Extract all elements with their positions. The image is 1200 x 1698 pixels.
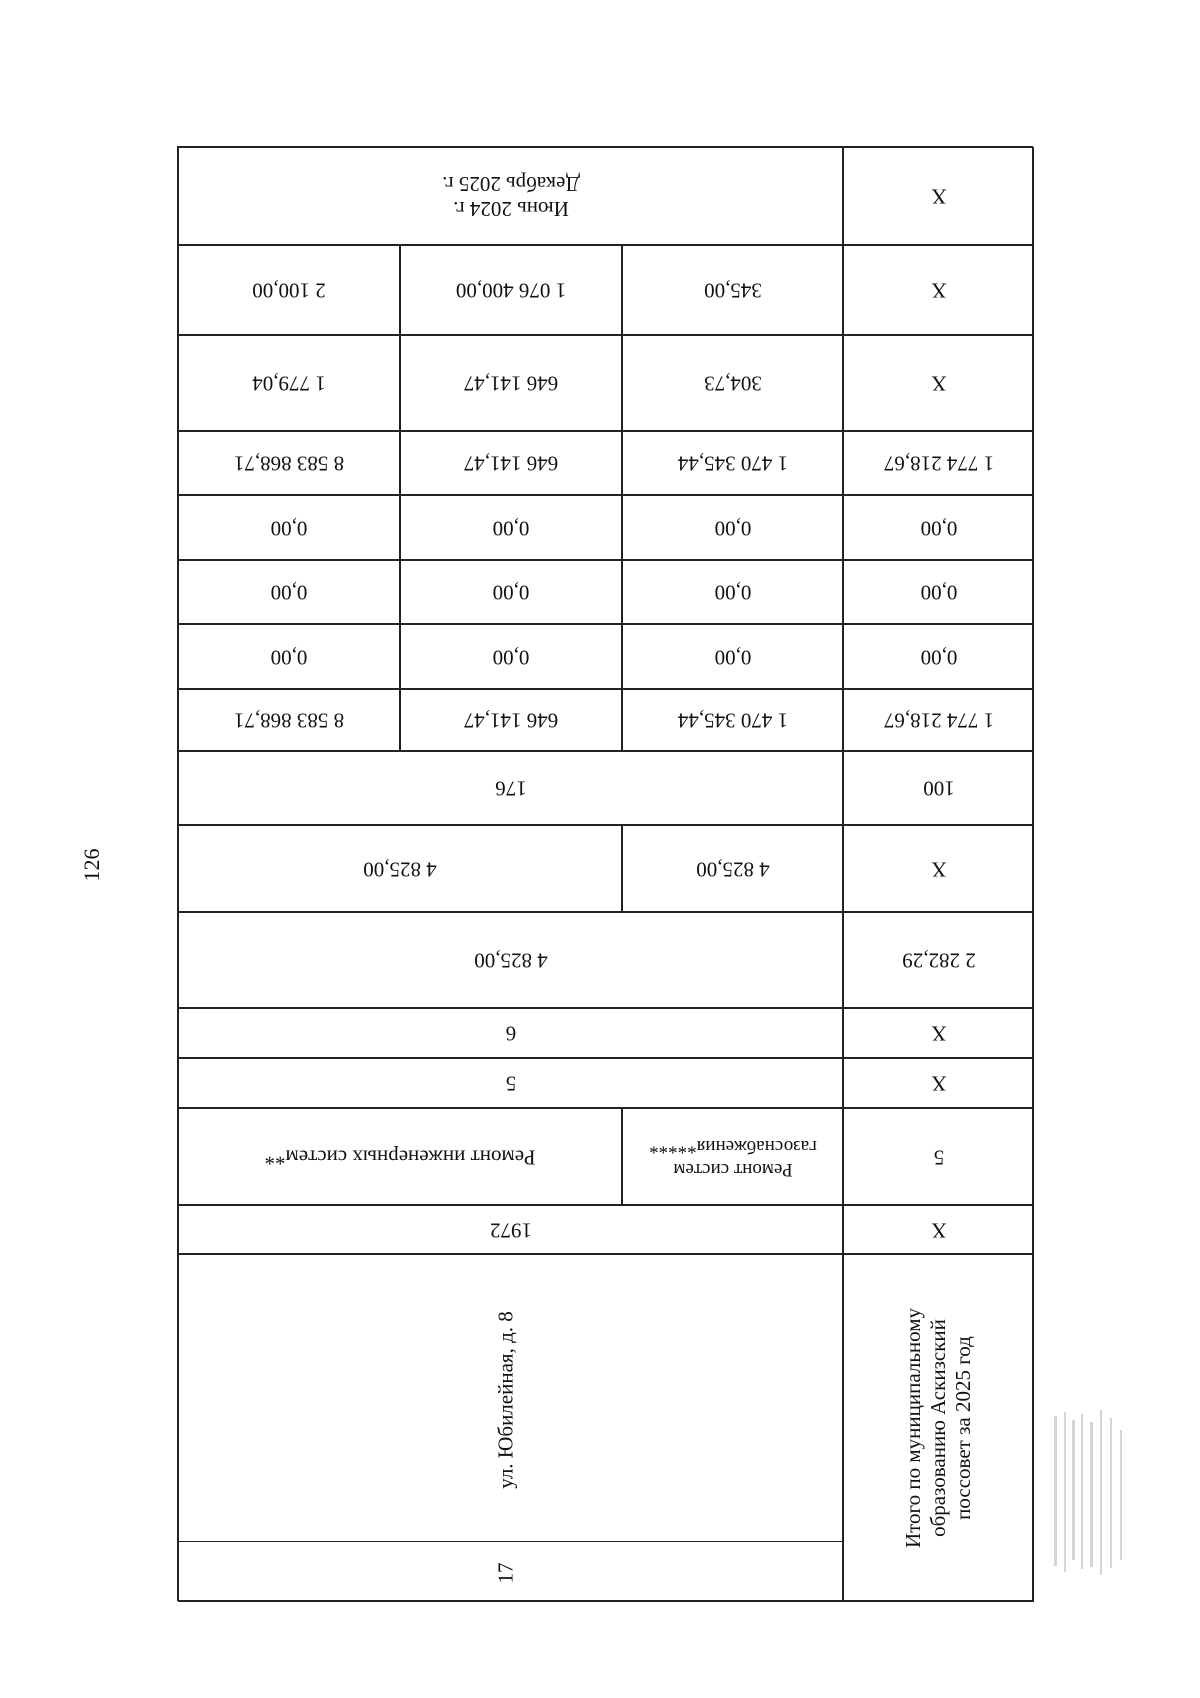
value-a-cell-totals: [843, 912, 1034, 1008]
limit-text: 345,00: [703, 278, 762, 303]
total-text: 1 774 218,67: [883, 708, 994, 733]
zero-text: 0,00: [714, 645, 751, 669]
col5-cell-totals: [843, 1058, 1034, 1108]
unit-cost-text: 646 141,47: [463, 371, 559, 396]
work-type-cell-totals: [843, 1108, 1034, 1205]
row-index-text: 17: [493, 1562, 518, 1584]
value-b-cell-17: [178, 825, 622, 912]
total-cell-totals: [843, 689, 1034, 751]
limit-text: 1 076 400,00: [455, 278, 567, 303]
zero1-cell-17: [178, 624, 400, 689]
work-type-cell-17: [178, 1108, 622, 1205]
totals-period-cell: [843, 147, 1034, 245]
row-divider: [179, 1541, 843, 1542]
value-c-text: 176: [494, 776, 527, 801]
work-type-cell-gas: [622, 1108, 843, 1205]
total-repeat-cell-gas: [400, 431, 622, 495]
zero-text: 0,00: [920, 580, 957, 605]
work-type-text: Ремонт систем газоснабжения*****: [648, 1135, 817, 1180]
zero2-cell-second: [622, 560, 843, 624]
total-text: 1 470 345,44: [677, 708, 788, 733]
value-b-cell-gas: [622, 825, 843, 912]
document-table: [177, 146, 1033, 1601]
col5-text: X: [930, 1071, 947, 1096]
page-number: 126: [79, 848, 104, 882]
unit-cost-cell-second: [622, 335, 843, 431]
unit-cost-text: 304,73: [703, 371, 762, 396]
zero-text: 0,00: [920, 516, 957, 540]
unit-cost-cell-gas: [400, 335, 622, 431]
limit-cell-17: [178, 245, 400, 335]
col6-text: X: [930, 1021, 947, 1046]
zero-text: 0,00: [714, 580, 751, 605]
zero2-cell-totals: [843, 560, 1034, 624]
value-c-text: 100: [922, 776, 955, 801]
unit-cost-cell-17: [178, 335, 400, 431]
total-repeat-cell-second: [622, 431, 843, 495]
col5-text: 5: [505, 1071, 516, 1096]
total-cell-gas: [400, 689, 622, 751]
value-c-cell-17: [178, 751, 843, 825]
totals-label-cell: [843, 1254, 1034, 1602]
zero-text: 0,00: [270, 516, 308, 540]
zero1-cell-totals: [843, 624, 1034, 689]
work-type-text: 5: [933, 1145, 944, 1169]
value-c-cell-totals: [843, 751, 1034, 825]
address-cell-17: [178, 1254, 843, 1602]
col6-cell-17: [178, 1008, 843, 1058]
zero2-cell-17: [178, 560, 400, 624]
total-repeat-text: 8 583 868,71: [233, 451, 345, 476]
value-a-text: 2 282,29: [901, 948, 976, 973]
zero-text: 0,00: [270, 645, 308, 669]
zero1-cell-gas: [400, 624, 622, 689]
zero3-cell-second: [622, 495, 843, 560]
value-b-text: 4 825,00: [363, 857, 437, 881]
stamp-mark: [1050, 1410, 1130, 1585]
zero-text: 0,00: [492, 580, 530, 605]
period-text: Июнь 2024 г. Декабрь 2025 г.: [441, 172, 580, 222]
year-text: 1972: [489, 1218, 532, 1242]
value-b-text: 4 825,00: [695, 857, 770, 881]
col5-cell-17: [178, 1058, 843, 1108]
col6-text: 6: [505, 1021, 516, 1046]
limit-cell-second: [622, 245, 843, 335]
total-repeat-cell-17: [178, 431, 400, 495]
totals-period-text: X: [930, 184, 947, 209]
unit-cost-cell-totals: [843, 335, 1034, 431]
totals-label-text: Итого по муниципальному образованию Аскизский поссовет за 2025 год: [900, 1307, 976, 1549]
limit-cell-totals: [843, 245, 1034, 335]
value-b-text: X: [930, 857, 947, 881]
year-cell-totals: [843, 1205, 1034, 1254]
unit-cost-text: 1 779,04: [252, 371, 326, 396]
total-text: 646 141,47: [463, 708, 559, 733]
zero1-cell-second: [622, 624, 843, 689]
total-text: 8 583 868,71: [233, 708, 345, 733]
unit-cost-text: X: [930, 371, 947, 396]
zero-text: 0,00: [714, 516, 751, 540]
zero3-cell-totals: [843, 495, 1034, 560]
col6-cell-totals: [843, 1008, 1034, 1058]
year-cell-17: [178, 1205, 843, 1254]
total-cell-second: [622, 689, 843, 751]
limit-text: 2 100,00: [252, 278, 326, 303]
zero3-cell-17: [178, 495, 400, 560]
limit-cell-gas: [400, 245, 622, 335]
work-type-text: Ремонт инженерных систем**: [264, 1145, 536, 1169]
zero3-cell-gas: [400, 495, 622, 560]
period-cell: [178, 147, 843, 245]
total-repeat-cell-totals: [843, 431, 1034, 495]
limit-text: X: [930, 278, 947, 303]
total-repeat-text: 1 774 218,67: [883, 451, 994, 476]
zero2-cell-gas: [400, 560, 622, 624]
year-text: X: [930, 1218, 947, 1242]
total-cell-17: [178, 689, 400, 751]
value-b-cell-totals: [843, 825, 1034, 912]
zero-text: 0,00: [492, 645, 530, 669]
value-a-cell-17: [178, 912, 843, 1008]
zero-text: 0,00: [270, 580, 308, 605]
zero-text: 0,00: [492, 516, 530, 540]
total-repeat-text: 646 141,47: [463, 451, 559, 476]
total-repeat-text: 1 470 345,44: [677, 451, 788, 476]
zero-text: 0,00: [920, 645, 957, 669]
value-a-text: 4 825,00: [473, 948, 548, 973]
address-text: ул. Юбилейная, д. 8: [493, 1311, 518, 1489]
